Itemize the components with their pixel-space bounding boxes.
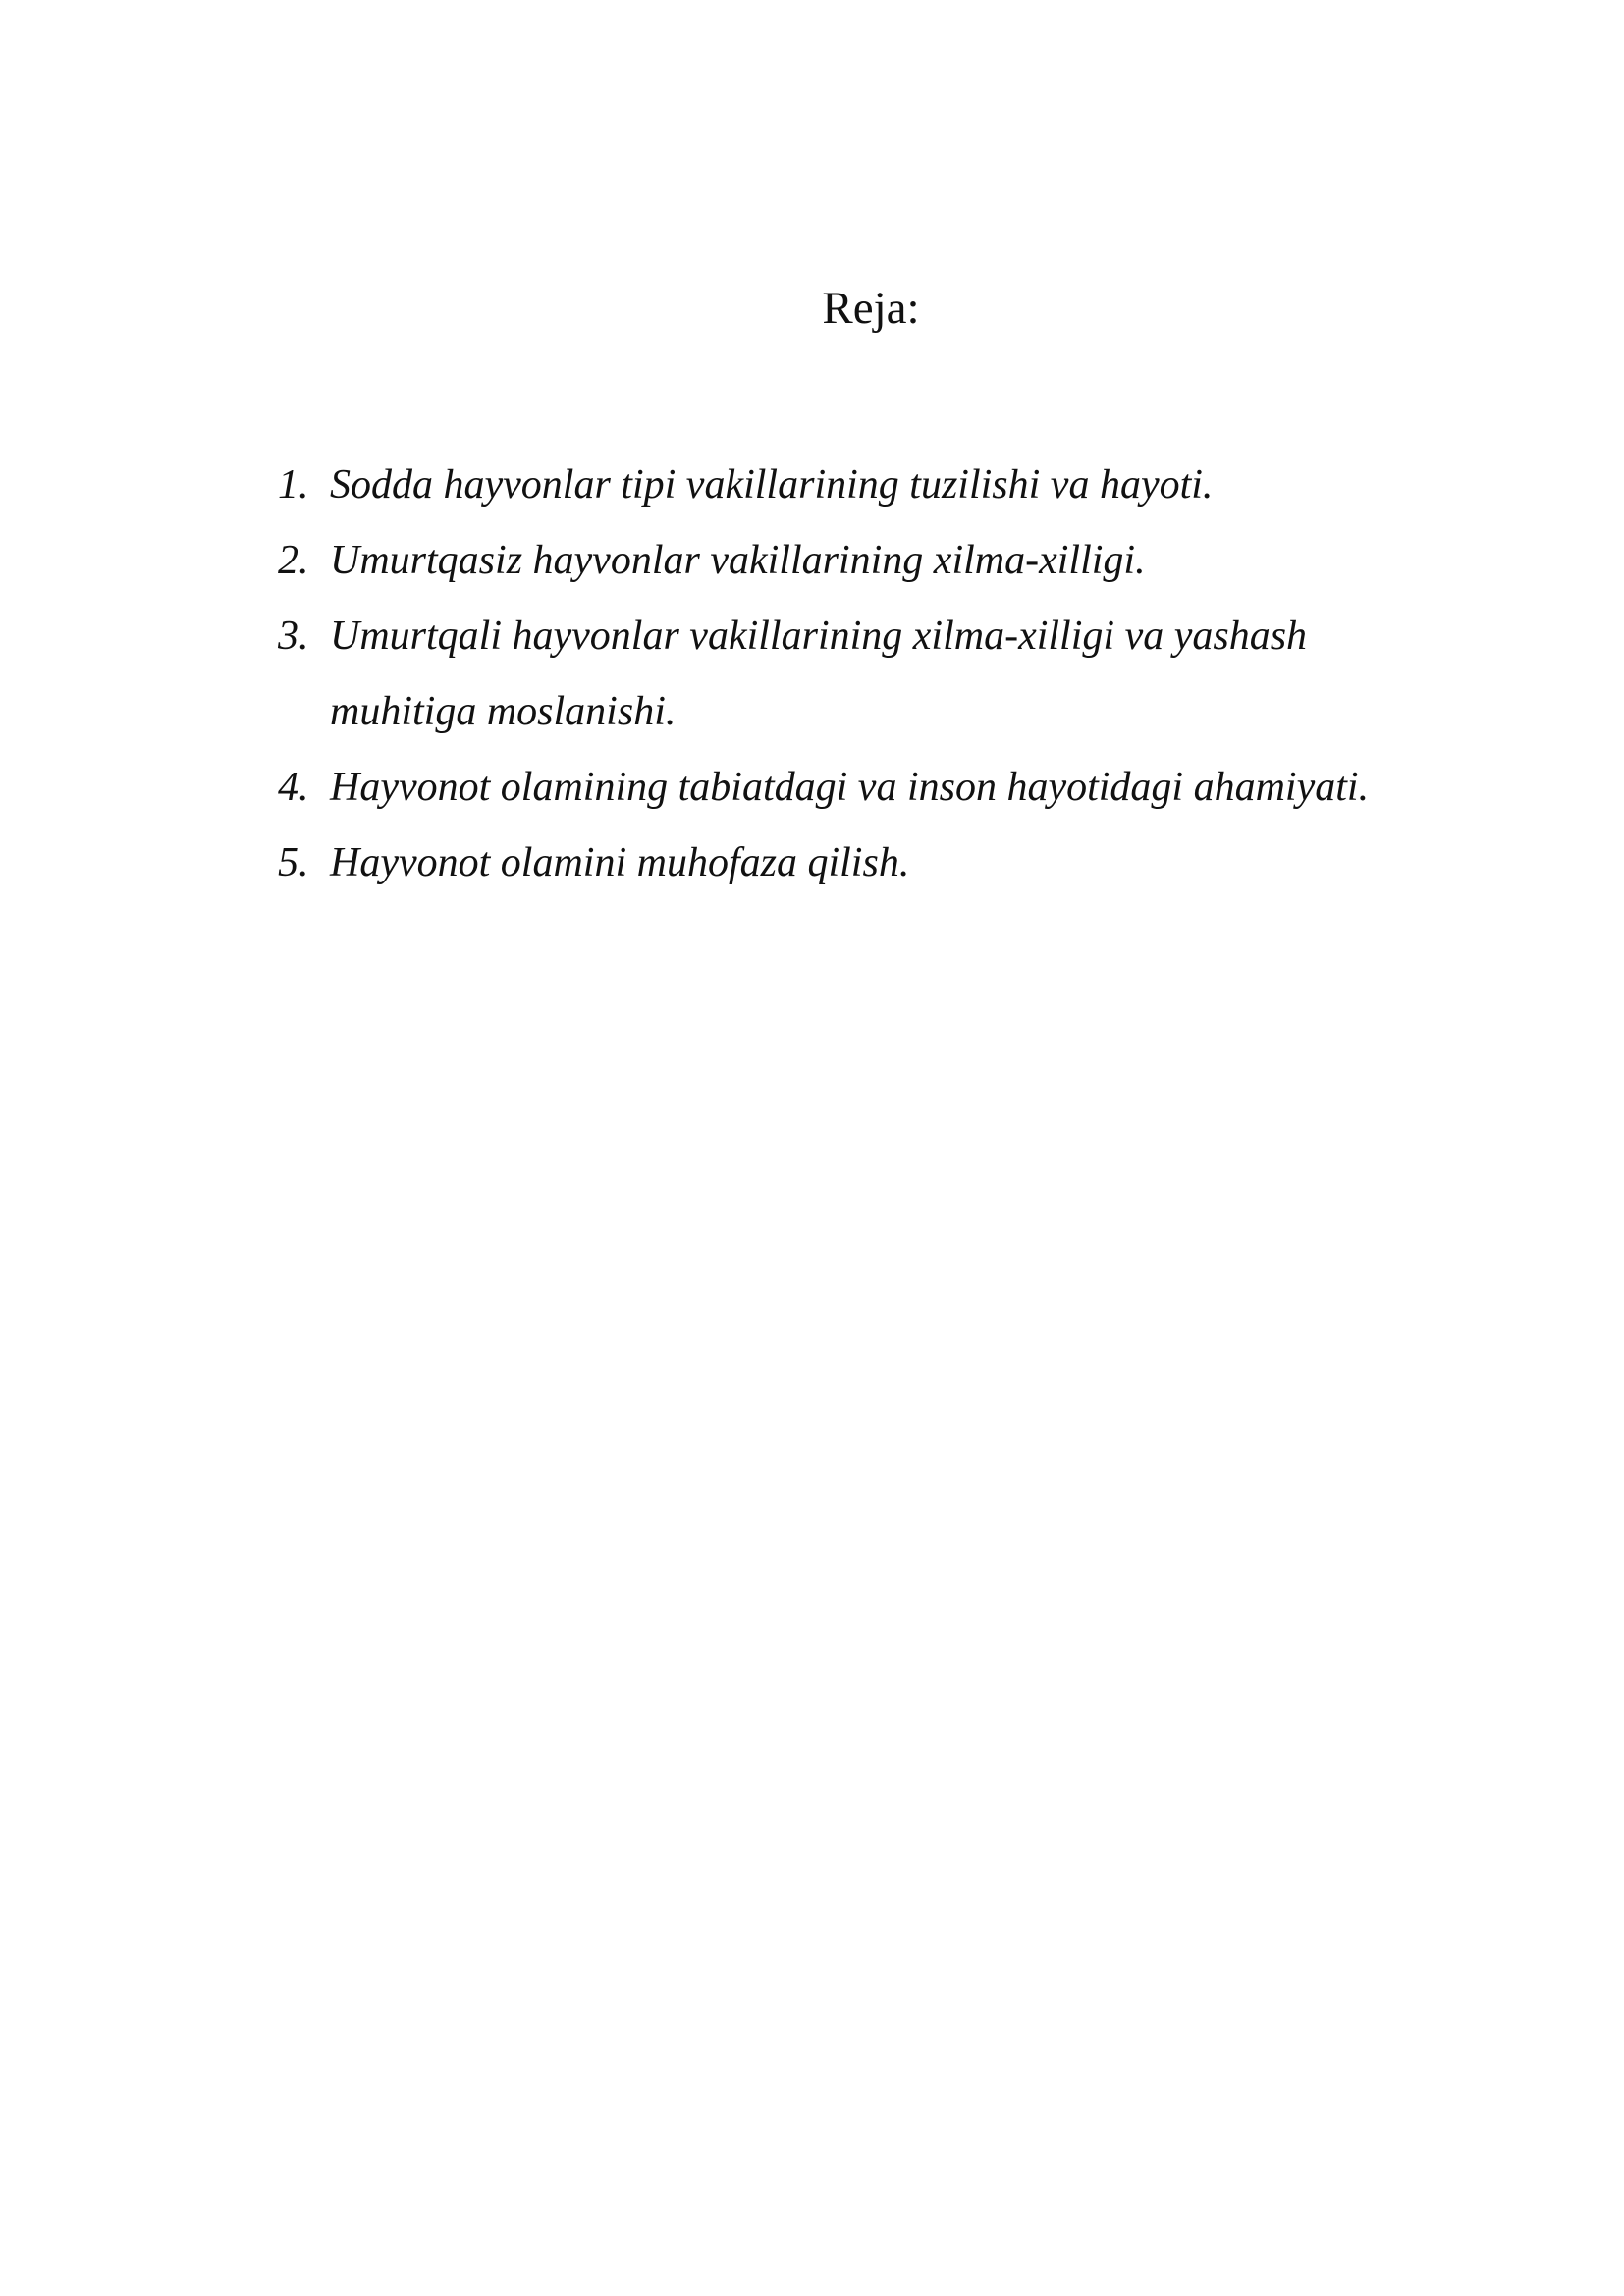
- list-item-number: 4.: [278, 765, 309, 810]
- list-item-text: Sodda hayvonlar tipi vakillarining tuzilishi va hayoti.: [330, 462, 1214, 507]
- list-item: [278, 448, 1456, 523]
- list-item-text: Hayvonot olamini muhofaza qilish.: [330, 840, 910, 885]
- page-title: Reja:: [822, 283, 920, 334]
- list-item-number: 3.: [278, 614, 309, 659]
- plan-list: [278, 448, 1456, 901]
- list-item: [278, 826, 1456, 901]
- list-item-number: 1.: [278, 462, 309, 507]
- list-item: [278, 523, 1456, 599]
- list-item: [278, 750, 1456, 826]
- list-item-text: Hayvonot olamining tabiatdagi va inson hayotidagi ahamiyati.: [330, 765, 1370, 810]
- list-item-text: Umurtqali hayvonlar vakillarining xilma-xilligi va yashash muhitiga moslanishi.: [330, 614, 1308, 734]
- list-item-number: 2.: [278, 538, 309, 583]
- list-item-number: 5.: [278, 840, 309, 885]
- list-item-text: Umurtqasiz hayvonlar vakillarining xilma-xilligi.: [330, 538, 1146, 583]
- list-item: [278, 599, 1456, 750]
